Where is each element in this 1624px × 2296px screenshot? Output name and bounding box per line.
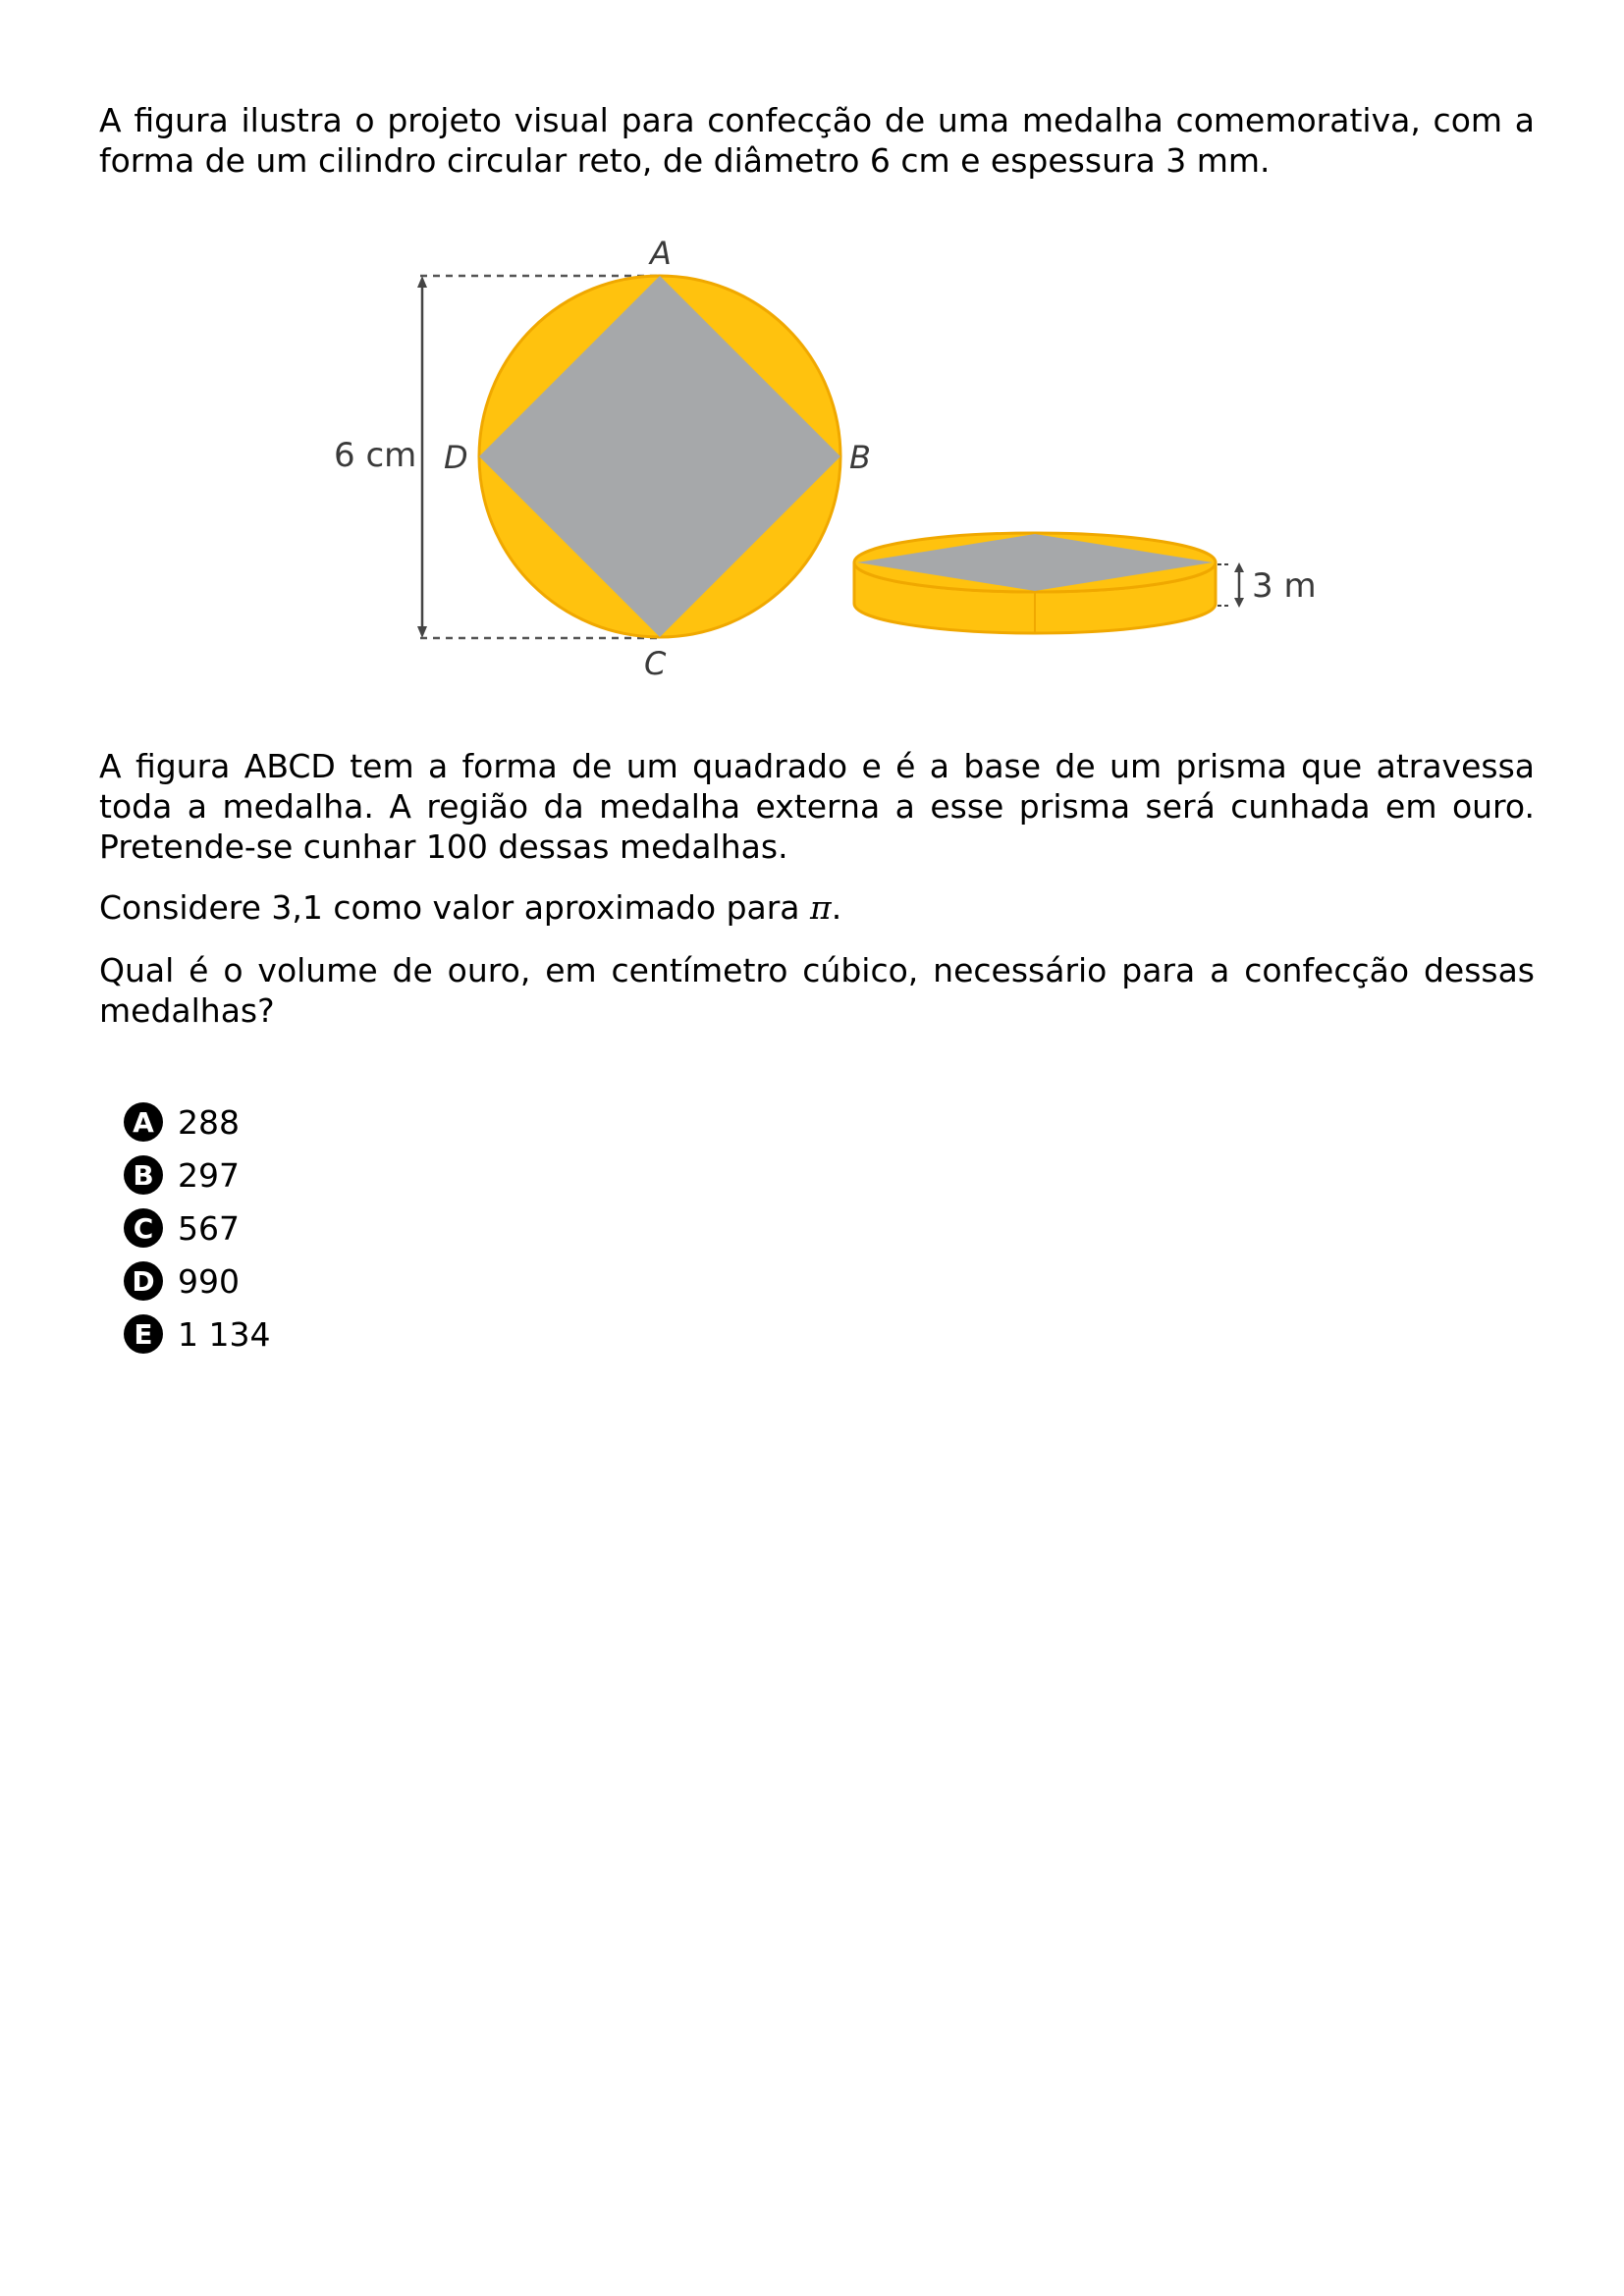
thickness-arrow-up-icon (1234, 562, 1244, 572)
option-e[interactable] (124, 1308, 270, 1361)
option-d[interactable] (124, 1255, 270, 1308)
consider-suffix: . (831, 888, 842, 927)
thickness-arrow-down-icon (1234, 598, 1244, 608)
option-text: 288 (178, 1102, 240, 1142)
figure-description: A figura ABCD tem a forma de um quadrado e é a base de um prisma que atravessa toda a medalha. A região da medalha externa a esse prisma será cunhada em ouro. Pretende-se cunhar 100 dessas medalhas. (99, 747, 1535, 866)
arrow-down-icon (417, 626, 427, 638)
arrow-up-icon (417, 276, 427, 288)
label-c: C (644, 645, 667, 682)
medal-figure (295, 221, 1355, 702)
consider-prefix: Considere 3,1 como valor aproximado para (99, 888, 811, 927)
option-letter-badge: B (124, 1155, 163, 1195)
thickness-label: 3 m (1252, 566, 1317, 606)
option-text: 1 134 (178, 1314, 271, 1354)
option-text: 297 (178, 1155, 240, 1195)
option-letter-badge: C (124, 1208, 163, 1248)
label-d: D (444, 439, 468, 476)
label-a: A (650, 235, 672, 272)
answer-options (124, 1095, 270, 1361)
pi-symbol: π (810, 888, 832, 927)
consider-text (99, 887, 1535, 928)
option-b[interactable] (124, 1148, 270, 1201)
diameter-label: 6 cm (334, 436, 417, 475)
label-b: B (849, 439, 871, 476)
option-text: 990 (178, 1261, 240, 1301)
option-a[interactable] (124, 1095, 270, 1148)
option-letter-badge: E (124, 1314, 163, 1354)
option-c[interactable] (124, 1201, 270, 1255)
option-letter-badge: D (124, 1261, 163, 1301)
option-letter-badge: A (124, 1102, 163, 1142)
question-text: Qual é o volume de ouro, em centímetro cúbico, necessário para a confecção dessas medalhas? (99, 951, 1535, 1030)
intro-text: A figura ilustra o projeto visual para confecção de uma medalha comemorativa, com a forma de um cilindro circular reto, de diâmetro 6 cm e espessura 3 mm. (99, 101, 1535, 180)
option-text: 567 (178, 1208, 240, 1248)
